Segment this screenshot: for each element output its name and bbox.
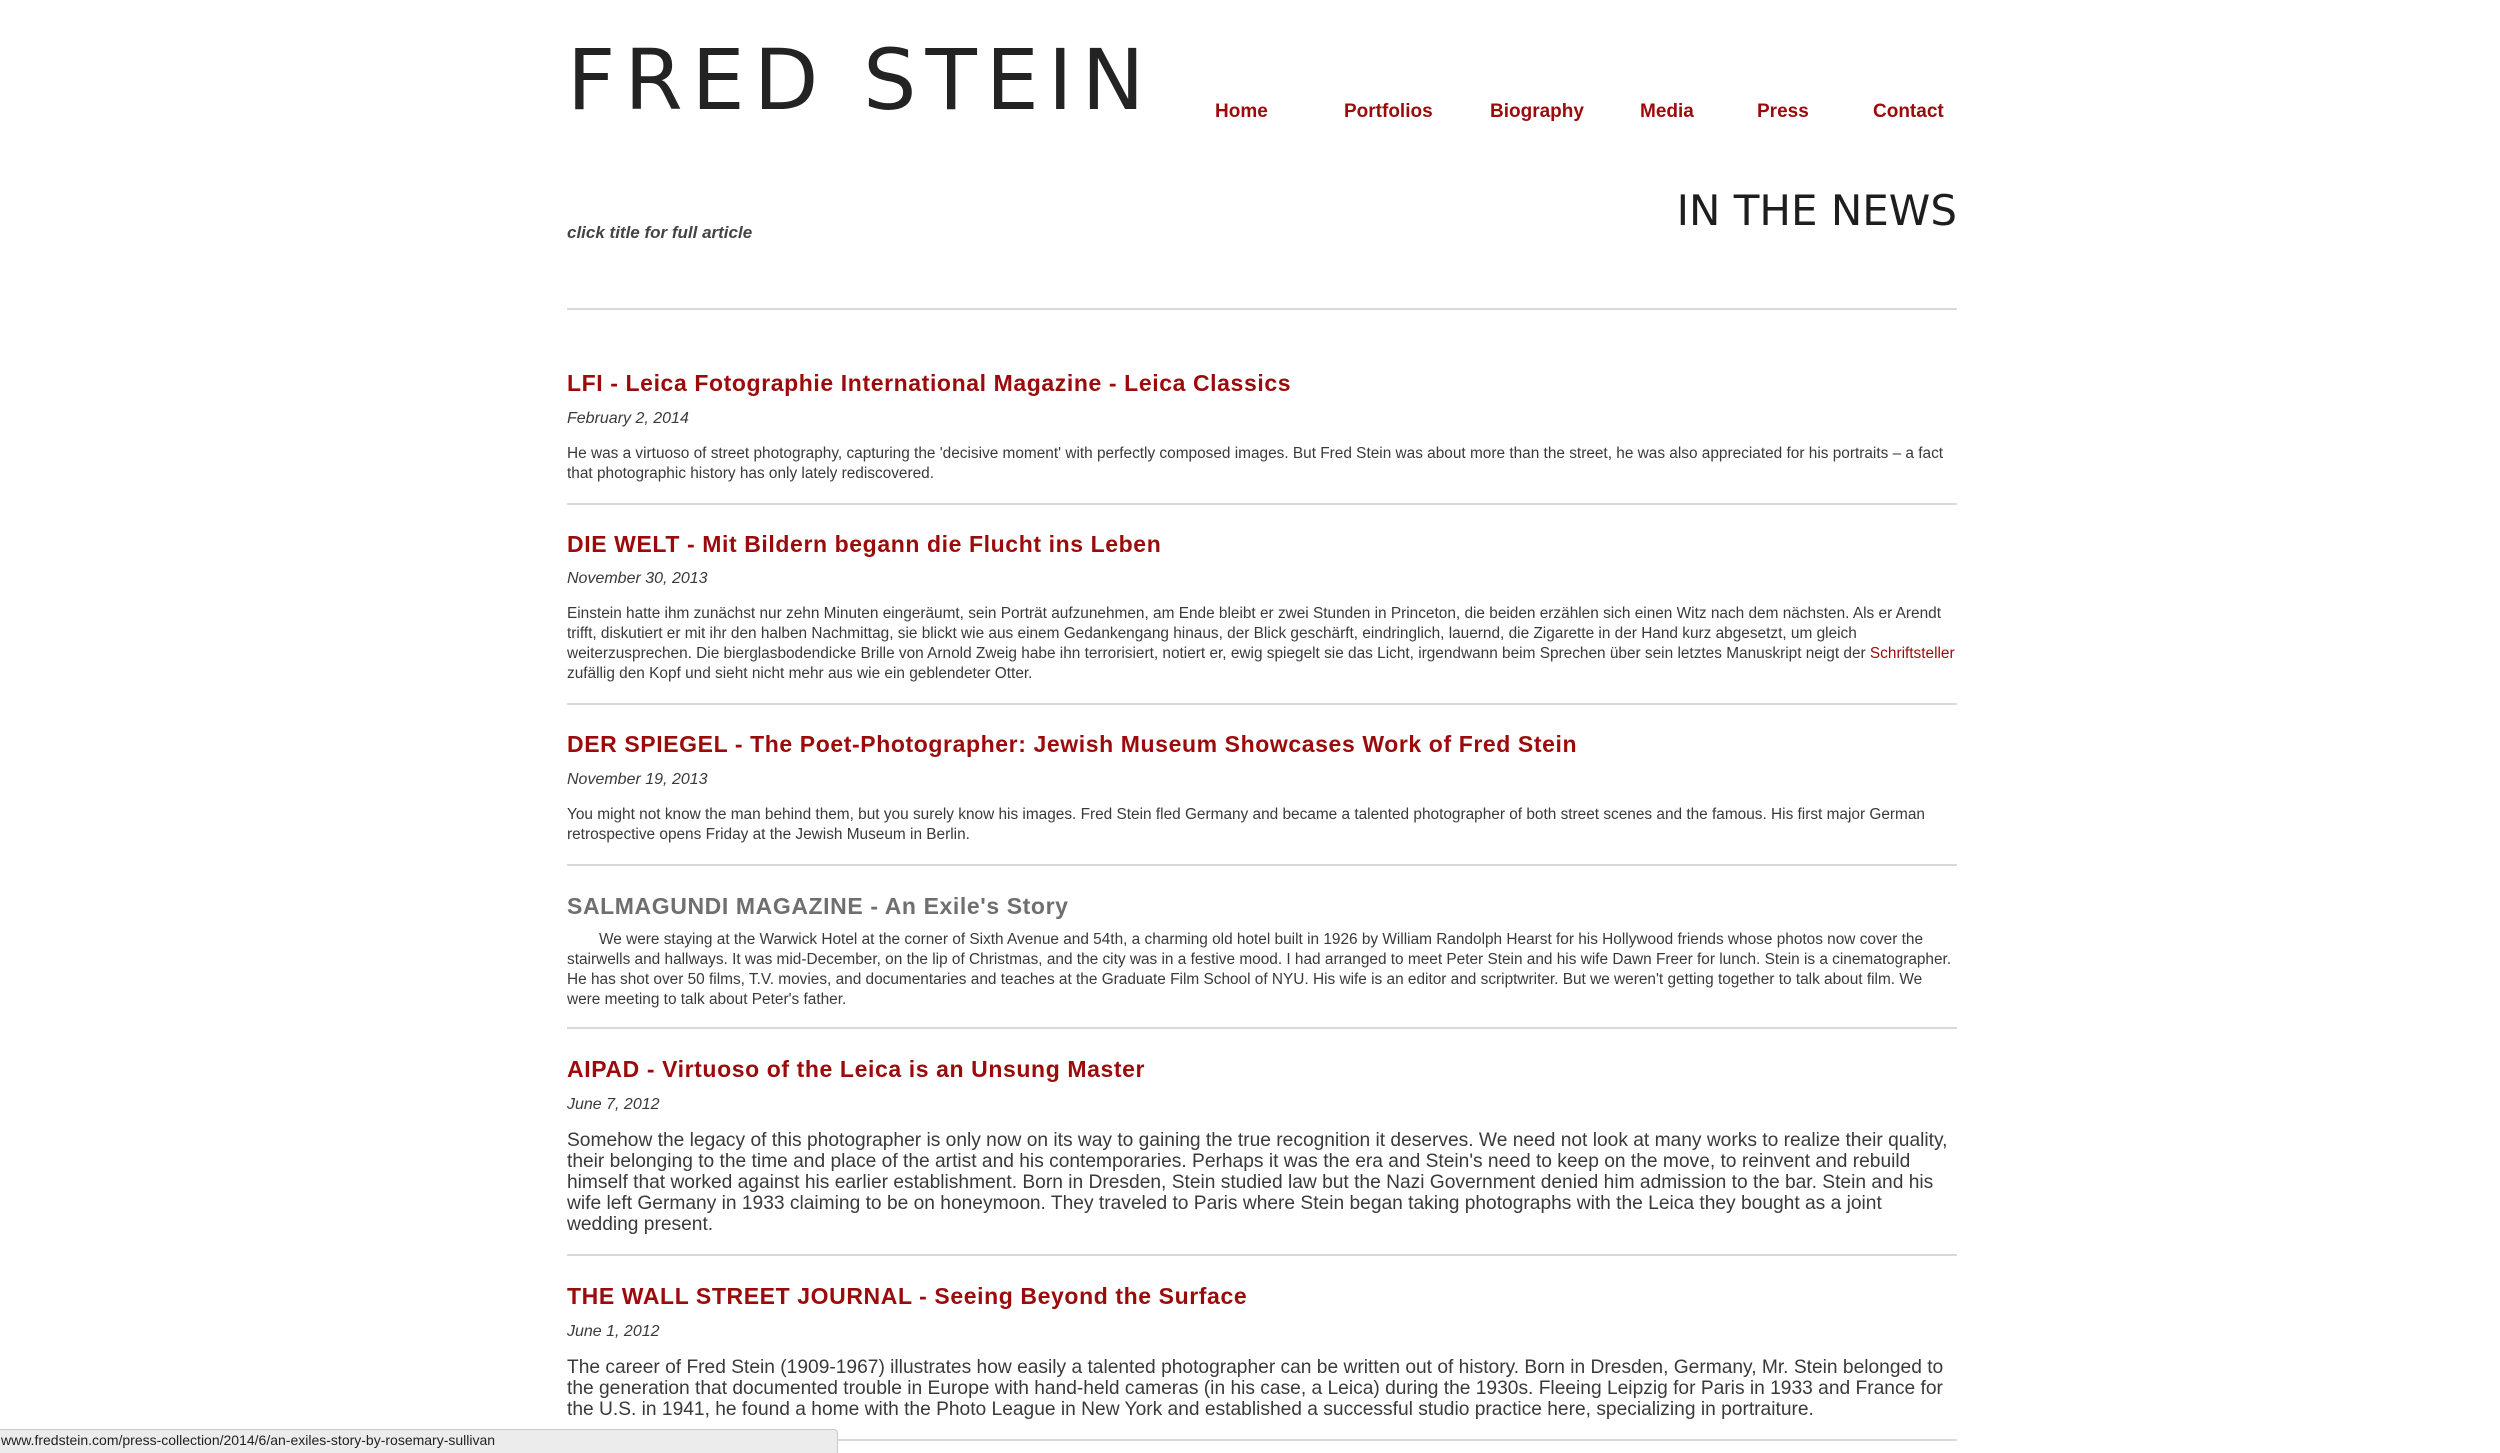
article-divider (567, 864, 1957, 866)
nav-home[interactable]: Home (1215, 101, 1268, 122)
article-title-salmagundi[interactable]: SALMAGUNDI MAGAZINE - An Exile's Story (567, 893, 1069, 919)
article-divider (567, 1027, 1957, 1029)
browser-status-bar: www.fredstein.com/press-collection/2014/6/an-exiles-story-by-rosemary-sullivan (0, 1429, 838, 1453)
article-excerpt: He was a virtuoso of street photography, capturing the 'decisive moment' with perfectly composed images. But Fred Stein was about more than the street, he was also appreciated for his portraits – a fact that photographic history has only lately rediscovered. (567, 445, 1944, 482)
article-excerpt: You might not know the man behind them, but you surely know his images. Fred Stein fled Germany and became a talented photographer of both street scenes and the famous. His first major German retrospective opens Friday at the Jewish Museum in Berlin. (567, 806, 1925, 843)
click-title-note: click title for full article (567, 223, 753, 242)
nav-press[interactable]: Press (1757, 101, 1809, 122)
article-title-der-spiegel[interactable]: DER SPIEGEL - The Poet-Photographer: Jewish Museum Showcases Work of Fred Stein (567, 731, 1578, 757)
schriftsteller-link[interactable]: Schriftsteller (1869, 645, 1955, 662)
article-title-die-welt[interactable]: DIE WELT - Mit Bildern begann die Flucht ins Leben (567, 531, 1162, 557)
article-excerpt: We were staying at the Warwick Hotel at the corner of Sixth Avenue and 54th, a charming old hotel built in 1926 by William Randolph Hearst for his Hollywood friends whose photos now cover the stairwells and hallways. It was mid-December, on the lip of Christmas, and the city was in a festive mood. I had arranged to meet Peter Stein and his wife Dawn Freer for lunch. Stein is a cinematographer. He has shot over 50 films, T.V. movies, and documentaries and teaches at the Graduate Film School of NYU. His wife is an editor and scriptwriter. But we weren't getting together to talk about film. We were meeting to talk about Peter's father. (567, 931, 1952, 1008)
page-title: IN THE NEWS (1676, 186, 1957, 235)
article-title-aipad[interactable]: AIPAD - Virtuoso of the Leica is an Unsung Master (567, 1056, 1146, 1082)
header-divider (567, 308, 1957, 310)
nav-media[interactable]: Media (1640, 101, 1694, 122)
article-divider (567, 703, 1957, 705)
article-excerpt: The career of Fred Stein (1909-1967) illustrates how easily a talented photographer can be written out of history. Born in Dresden, Germany, Mr. Stein belonged to the generation that documented trouble in Europe with hand-held cameras (in his case, a Leica) during the 1930s. Fleeing Leipzig for Paris in 1933 and France for the U.S. in 1941, he found a home with the Photo League in New York and established a successful studio practice here, specializing in portraiture. (567, 1357, 1944, 1420)
article-excerpt-text: zufällig den Kopf und sieht nicht mehr aus wie ein geblendeter Otter. (567, 665, 1033, 682)
article-date: November 19, 2013 (567, 771, 708, 788)
article-date: November 30, 2013 (567, 570, 708, 587)
main-nav (567, 101, 1957, 127)
nav-contact[interactable]: Contact (1873, 101, 1944, 122)
article-excerpt: Somehow the legacy of this photographer is only now on its way to gaining the true recognition it deserves. We need not look at many works to realize their quality, their belonging to the time and place of the artist and his contemporaries. Perhaps it was the era and Stein's need to keep on the move, to reinvent and rebuild himself that worked against his earlier establishment. Born in Dresden, Stein studied law but the Nazi Government denied him admission to the bar. Stein and his wife left Germany in 1933 claiming to be on honeymoon. They traveled to Paris where Stein began taking photographs with the Leica they bought as a joint wedding present. (567, 1130, 1948, 1235)
site-logo[interactable]: FRED STEIN (567, 31, 1154, 129)
article-title-wsj[interactable]: THE WALL STREET JOURNAL - Seeing Beyond the Surface (567, 1283, 1248, 1309)
nav-portfolios[interactable]: Portfolios (1344, 101, 1433, 122)
article-date: June 7, 2012 (567, 1096, 660, 1113)
article-divider (567, 503, 1957, 505)
article-title-lfi[interactable]: LFI - Leica Fotographie International Magazine - Leica Classics (567, 370, 1292, 396)
article-excerpt-text: Einstein hatte ihm zunächst nur zehn Minuten eingeräumt, sein Porträt aufzunehmen, am Ende bleibt er zwei Stunden in Princeton, die beiden erzählen sich einen Witz nach dem nächsten. Als er Arendt trifft, diskutiert er mit ihr den halben Nachmittag, sie blickt wie aus einem Gedankengang hinaus, der Blick geschärft, eindringlich, lauernd, die Zigarette in der Hand kurz abgesetzt, um gleich weiterzusprechen. Die bierglasbodendicke Brille von Arnold Zweig habe ihn terrorisiert, notiert er, ewig spiegelt sie das Licht, irgendwann beim Sprechen über sein letztes Manuskript neigt der (567, 605, 1941, 662)
article-excerpt (567, 604, 1957, 684)
article-date: February 2, 2014 (567, 410, 689, 427)
nav-biography[interactable]: Biography (1490, 101, 1584, 122)
article-divider (567, 1254, 1957, 1256)
article-date: June 1, 2012 (567, 1323, 660, 1340)
